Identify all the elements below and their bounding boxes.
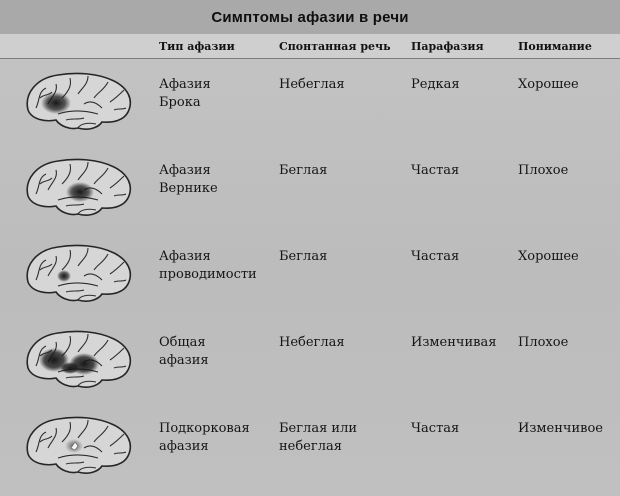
- cell-aphasia-type: [159, 334, 209, 370]
- header-aphasia-type: Тип афазии: [159, 40, 235, 53]
- header-spontaneous-speech: Спонтанная речь: [279, 40, 391, 53]
- cell-aphasia-type: [159, 248, 257, 284]
- cell-line: Изменчивая: [411, 335, 497, 350]
- table-row: [0, 60, 620, 146]
- cell-comprehension: [518, 334, 568, 352]
- cell-paraphasia: [411, 248, 459, 266]
- cell-line: Афазия: [159, 163, 211, 178]
- title-bar: [0, 0, 620, 35]
- cell-line: Хорошее: [518, 77, 579, 92]
- temporal-lesion-brain-icon: [18, 154, 138, 224]
- cell-line: Беглая или: [279, 421, 357, 436]
- cell-comprehension: [518, 162, 568, 180]
- cell-line: Частая: [411, 421, 460, 436]
- cell-line: Вернике: [159, 181, 218, 196]
- cell-comprehension: [518, 420, 603, 438]
- header-comprehension: Понимание: [518, 40, 592, 53]
- cell-line: Афазия: [159, 77, 211, 92]
- cell-spontaneous-speech: [279, 162, 327, 180]
- cell-line: Беглая: [279, 249, 328, 264]
- cell-paraphasia: [411, 420, 459, 438]
- cell-spontaneous-speech: [279, 248, 327, 266]
- header-paraphasia: Парафазия: [411, 40, 484, 53]
- cell-comprehension: [518, 76, 579, 94]
- cell-line: Редкая: [411, 77, 460, 92]
- cell-line: проводимости: [159, 267, 257, 282]
- table-row: [0, 318, 620, 404]
- cell-line: Афазия: [159, 249, 211, 264]
- cell-line: Плохое: [518, 335, 569, 350]
- cell-line: Небеглая: [279, 77, 345, 92]
- cell-aphasia-type: [159, 162, 218, 198]
- cell-spontaneous-speech: [279, 76, 345, 94]
- cell-spontaneous-speech: [279, 420, 357, 456]
- cell-line: Хорошее: [518, 249, 579, 264]
- cell-line: Подкорковая: [159, 421, 250, 436]
- table-row: [0, 404, 620, 490]
- cell-aphasia-type: [159, 420, 250, 456]
- global-lesion-brain-icon: [18, 326, 138, 396]
- page-title: Симптомы афазии в речи: [211, 8, 409, 26]
- cell-line: Брока: [159, 95, 201, 110]
- cell-line: Небеглая: [279, 335, 345, 350]
- cell-line: афазия: [159, 439, 209, 454]
- table-row: [0, 232, 620, 318]
- table-row: [0, 146, 620, 232]
- cell-paraphasia: [411, 76, 460, 94]
- cell-line: небеглая: [279, 439, 342, 454]
- arcuate-lesion-brain-icon: [18, 240, 138, 310]
- subcortical-lesion-brain-icon: [18, 412, 138, 482]
- cell-line: афазия: [159, 353, 209, 368]
- cell-line: Частая: [411, 249, 460, 264]
- cell-line: Плохое: [518, 163, 569, 178]
- cell-paraphasia: [411, 334, 496, 352]
- cell-spontaneous-speech: [279, 334, 345, 352]
- cell-line: Беглая: [279, 163, 328, 178]
- cell-line: Общая: [159, 335, 206, 350]
- table-header-row: [0, 34, 620, 59]
- cell-comprehension: [518, 248, 579, 266]
- cell-line: Частая: [411, 163, 460, 178]
- cell-line: Изменчивое: [518, 421, 603, 436]
- cell-paraphasia: [411, 162, 459, 180]
- cell-aphasia-type: [159, 76, 211, 112]
- frontal-lesion-brain-icon: [18, 68, 138, 138]
